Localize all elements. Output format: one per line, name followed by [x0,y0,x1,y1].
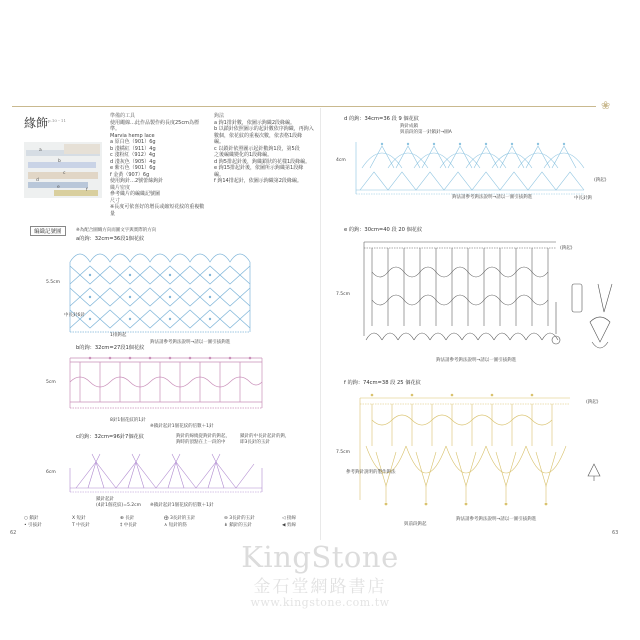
diagram-c-bottom3: ※鎖針起針1個花紋的倍數＋1針 [150,503,214,508]
diagram-c-note1: 鉤針的線繞從鉤針的鉤起， [176,434,230,439]
diagram-e-label: e 的鉤：30cm=40 段 20 個花紋 [344,227,423,233]
method-line: f 鉤14排起針，依圖示鉤織第2段緣編。 [214,178,302,184]
page-spine [320,108,321,540]
section-note: ※為配合圖織方向而圖文字與實際的方向 [76,228,157,233]
photo-tag-d: d [36,178,39,183]
photo-tag-c: c [63,171,66,176]
materials-line: a 原白色（901）6g [110,139,156,145]
materials-line: e 紫石色（901）6g [110,165,156,171]
sample-photo [24,142,102,198]
diagram-c-note4: 即3長針的玉針 [240,440,270,445]
method-block [214,113,314,185]
picot-icon: ⋔ [224,523,228,528]
method-line: d 鉤5排起針後，鉤織鎖狀的花樣1段緣編。 [214,158,311,165]
diagram-d-bottom: 鉤法請參考鉤法說明→請以一圖引拔鉤進 [452,195,533,200]
slip-stitch-icon: • [24,523,27,528]
cut-yarn-icon: ◀ [282,523,286,528]
legend-item: ‡ 中長針 [120,523,138,528]
diagram-d-right-sub: 中長針鉤 [574,196,592,201]
legend-item: ⋔ 鎖針的玉針 [224,523,252,528]
legend-item: ⨁ 3長針的玉針 [164,516,196,521]
method-line: 數個，依花紋的重複次數，依表格1段緣 [214,132,303,139]
size-heading: 尺寸 [110,197,121,204]
gauge-heading: 織片密度 [110,184,131,191]
watermark-url: www.kingstone.com.tw [250,596,390,609]
diagram-a [60,244,260,339]
diagram-a-label: a的鉤：32cm=36段1個花紋 [76,236,145,242]
materials-heading: 準備的工具 [110,113,136,119]
materials-line: Marvia hemp lace [110,132,155,139]
diagram-c-label: c的鉤：32cm=96針7個花紋 [76,434,144,440]
watermark-cn: 金石堂網路書店 [253,577,387,597]
page-number-right: 63 [612,530,619,536]
materials-line: c 淺粉紅（912）4g [110,152,156,158]
section-badge: 編織記號圖 [30,226,66,236]
watermark [0,540,640,609]
cluster-icon: ⨁ [164,516,169,521]
diagram-e-height: 7.5cm [336,292,351,297]
join-yarn-icon: ◁ [282,516,286,521]
method-line: e 鉤15排起針後，依圖所示鉤織第1段緣 [214,165,304,171]
cluster-alt-icon: ⊖ [224,516,228,521]
materials-block [110,113,208,217]
watermark-brand: KingStone [241,540,399,574]
diagram-b-note: 8針1個花紋的1針 [110,418,146,423]
diagram-f-label: f 的鉤：74cm=38 段 25 個花紋 [344,380,421,386]
title-text: 緣飾 [24,116,49,130]
flower-ornament-icon: ❀ [601,99,611,112]
page-title [24,114,66,131]
half-double-alt-icon: ‡ [120,523,123,528]
legend-item: T 中長針 [72,523,90,528]
legend-item: ◁ 接線 [282,516,296,521]
size-line: ※長度可依喜好的增長或縮短花紋的重複數量 [110,204,205,217]
chain-stitch-icon: ○ [24,516,28,521]
materials-line: d 淺灰色（905）4g [110,158,156,165]
diagram-c-bottom1: 鎖針起針 [96,497,114,502]
diagram-f-height: 7.5cm [336,450,351,455]
diagram-c-bottom2: (4針1個花紋)=5.2cm [96,503,142,508]
diagram-f-side-note: 參考鉤針說明的製作鉤法 [346,470,396,475]
diagram-b [66,352,266,414]
method-heading: 鉤法 [214,113,225,119]
diagram-a-height: 5.5cm [46,280,61,285]
diagram-b-sub: ※鎖針起針1個花紋的倍數＋1針 [150,424,214,429]
page-number-left: 62 [10,530,17,536]
diagram-d-height: 4cm [336,158,346,163]
method-line: 之後編織變化的1段緣編。 [214,152,273,158]
picot-diagram [586,462,602,482]
diagram-d-right-note: (鉤起) [594,178,607,183]
materials-line: f 金黃（907）6g [110,171,150,178]
single-crochet-icon: X [72,516,76,521]
method-line: a 鉤1排針數，依圖示鉤織2段緣編。 [214,119,296,126]
legend-item: • 引拔針 [24,523,42,528]
method-line: b 以鎖針依照圖示的起針數依序鉤織，再鉤入 [214,126,314,132]
half-double-icon: T [72,523,75,528]
back-loop-icon: ∧ [164,523,168,528]
legend-item: ◀ 剪線 [282,523,296,528]
diagram-d-note-join: 與前段的第一針鎖針→圖A [400,130,452,135]
method-line: c 以鎖針依照圖示起針數鉤1段，第5段 [214,145,300,152]
diagram-d-label: d 的鉤：34cm=36 段 9 個花紋 [344,116,419,122]
photo-tag-b: b [58,159,61,164]
diagram-d [352,132,588,202]
photo-tag-e: e [57,185,60,190]
materials-line: 使用鉤針…2號蕾絲鉤針 [110,178,164,184]
diagram-f [356,390,574,520]
diagram-a-start: 1排鉤起 [110,333,127,338]
gauge-line: 參考織片的編織記號圖 [110,191,161,197]
diagram-b-height: 5cm [46,380,56,385]
materials-line: b 淺橘紅（911）4g [110,145,156,152]
double-crochet-icon: ⊕ [120,516,124,521]
diagram-e-bottom: 鉤法請參考鉤法說明→請以一圖引拔鉤進 [436,358,517,363]
diagram-c-height: 6cm [46,470,56,475]
legend-item: ○ 鎖針 [24,516,39,521]
diagram-c-note3: 鎖針的中長針起針的鉤， [240,434,290,439]
diagram-d-note-top: 鉤針成鎖 [400,124,418,129]
method-line: 編。 [214,139,225,145]
diagram-b-label: b的鉤：32cm=27段1個花紋 [76,345,145,351]
diagram-f-start: 與前段鉤起 [404,522,427,527]
diagram-f-right-note: (鉤起) [586,400,599,405]
materials-line: 使用繩線…此作品製作約長度25cm為標準。 [110,119,199,132]
diagram-f-bottom: 鉤法請參考鉤法說明→請以一圖引拔鉤進 [456,517,537,522]
photo-tag-f: f [86,188,88,193]
diagram-a-side-note: 中長針6針 [64,313,85,318]
diagram-c-note2: 鉤時的頂點在上一段的中 [176,440,226,445]
diagram-e [360,236,560,356]
legend-item: ⊕ 長針 [120,516,135,521]
legend-item: X 短針 [72,516,86,521]
diagram-e-right-note: (鉤起) [560,246,573,251]
diagram-e-detail [570,282,620,362]
legend-item: ∧ 短針的筋 [164,523,187,528]
legend-item: ⊖ 3長針的玉針 [224,516,255,521]
title-ref: p.10・11 [48,118,67,123]
diagram-a-bottom-note: 鉤法請參考鉤法說明→請以一圖引拔鉤進 [150,340,231,345]
diagram-c [66,448,266,494]
photo-tag-a: a [39,148,42,153]
method-line: 編。 [214,171,225,178]
top-rule [12,106,596,107]
diagram-e-side-loop [546,300,566,346]
